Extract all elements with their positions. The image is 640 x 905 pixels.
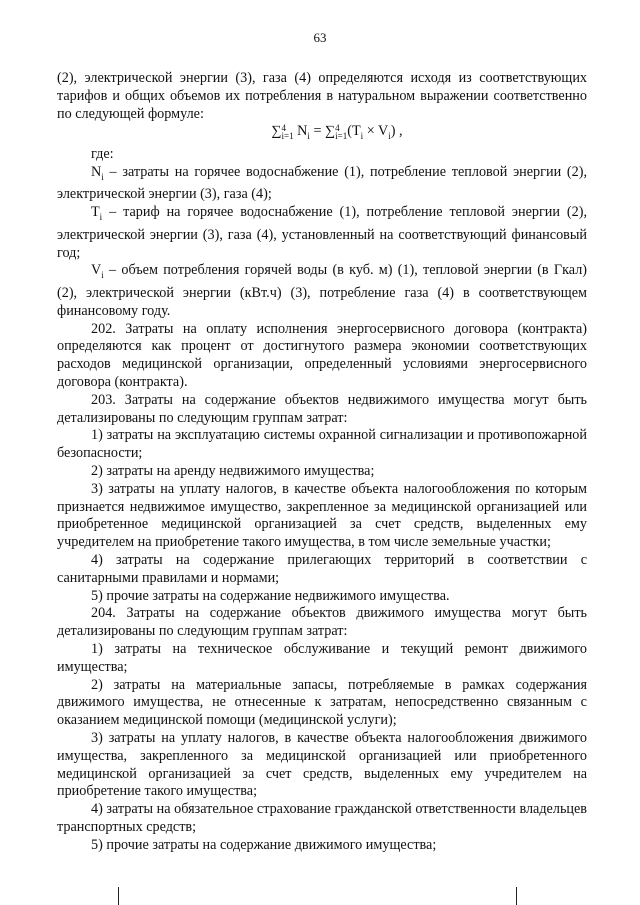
list-item: 2) затраты на аренду недвижимого имущества;: [91, 463, 375, 480]
paragraph-203: 203. Затраты на содержание объектов недвижимого имущества могут быть детализированы по следующим группам затрат:: [57, 391, 587, 426]
scan-edge-mark-right: [516, 887, 517, 905]
paragraph-202: 202. Затраты на оплату исполнения энергосервисного договора (контракта) определяются как процент от достигнутого размера экономии соответствующих расходов медицинской организации, определенный условиями энергосервисного договора (контракта).: [57, 320, 587, 391]
list-item: 1) затраты на техническое обслуживание и текущий ремонт движимого имущества;: [57, 641, 587, 675]
intro-paragraph: (2), электрической энергии (3), газа (4) определяются исходя из соответствующих тарифов и общих объемов их потребления в натуральном выражении соответственно по следующей формуле:: [57, 70, 587, 122]
list-item: 5) прочие затраты на содержание движимого имущества;: [91, 836, 437, 853]
document-body: [57, 70, 587, 855]
list-item: 3) затраты на уплату налогов, в качестве объекта налогообложения движимого имущества, закрепленного за медицинской организацией или приобретенного медицинской организацией за счет средств, выделенных ему учредителем на приобретение такого имущества;: [57, 730, 587, 800]
definition-t: $T_i$ – тариф на горячее водоснабжение (1), потребление тепловой энергии (2), электрической энергии (3), газа (4), установленный на соответствующий финансовый год;: [57, 204, 587, 261]
formula-sum-right: ∑4 i=1: [325, 123, 348, 142]
list-item: 5) прочие затраты на содержание недвижимого имущества.: [91, 587, 450, 604]
list-item: 3) затраты на уплату налогов, в качестве объекта налогообложения по которым признается недвижимое имущество, закрепленное за медицинской организацией или приобретенное медицинской организацией за счет средств, выделенных ему учредителем на приобретение такого имущества, в том числе земельные участки;: [57, 480, 587, 551]
formula-sum-left: ∑4 i=1: [271, 123, 294, 142]
list-item: 4) затраты на содержание прилегающих территорий в соответствии с санитарными правилами и нормами;: [57, 552, 587, 586]
scan-edge-mark-left: [118, 887, 119, 905]
list-item: 2) затраты на материальные запасы, потребляемые в рамках содержания движимого имущества, не отнесенные к затратам, непосредственно связанным с оказанием медицинской помощи (медицинской услуги);: [57, 676, 587, 729]
where-label: где:: [91, 146, 114, 163]
definition-n: $N_i$ – затраты на горячее водоснабжение (1), потребление тепловой энергии (2), электрической энергии (3), газа (4);: [57, 163, 587, 203]
list-item: 4) затраты на обязательное страхование гражданской ответственности владельцев транспортных средств;: [57, 801, 587, 835]
definition-v: $V_i$ – объем потребления горячей воды (в куб. м) (1), тепловой энергии (в Гкал) (2), электрической энергии (кВт.ч) (3), потребление газа (4) в соответствующем финансовому году.: [57, 262, 587, 319]
paragraph-204: 204. Затраты на содержание объектов движимого имущества могут быть детализированы по следующим группам затрат:: [57, 605, 587, 640]
page-number: 63: [313, 30, 327, 45]
list-item: 1) затраты на эксплуатацию системы охранной сигнализации и противопожарной безопасности;: [57, 427, 587, 462]
formula: ∑4 i=1 $N_i = \sum 4$ $i=1(T_i \times V_i)$ ,: [271, 123, 403, 142]
